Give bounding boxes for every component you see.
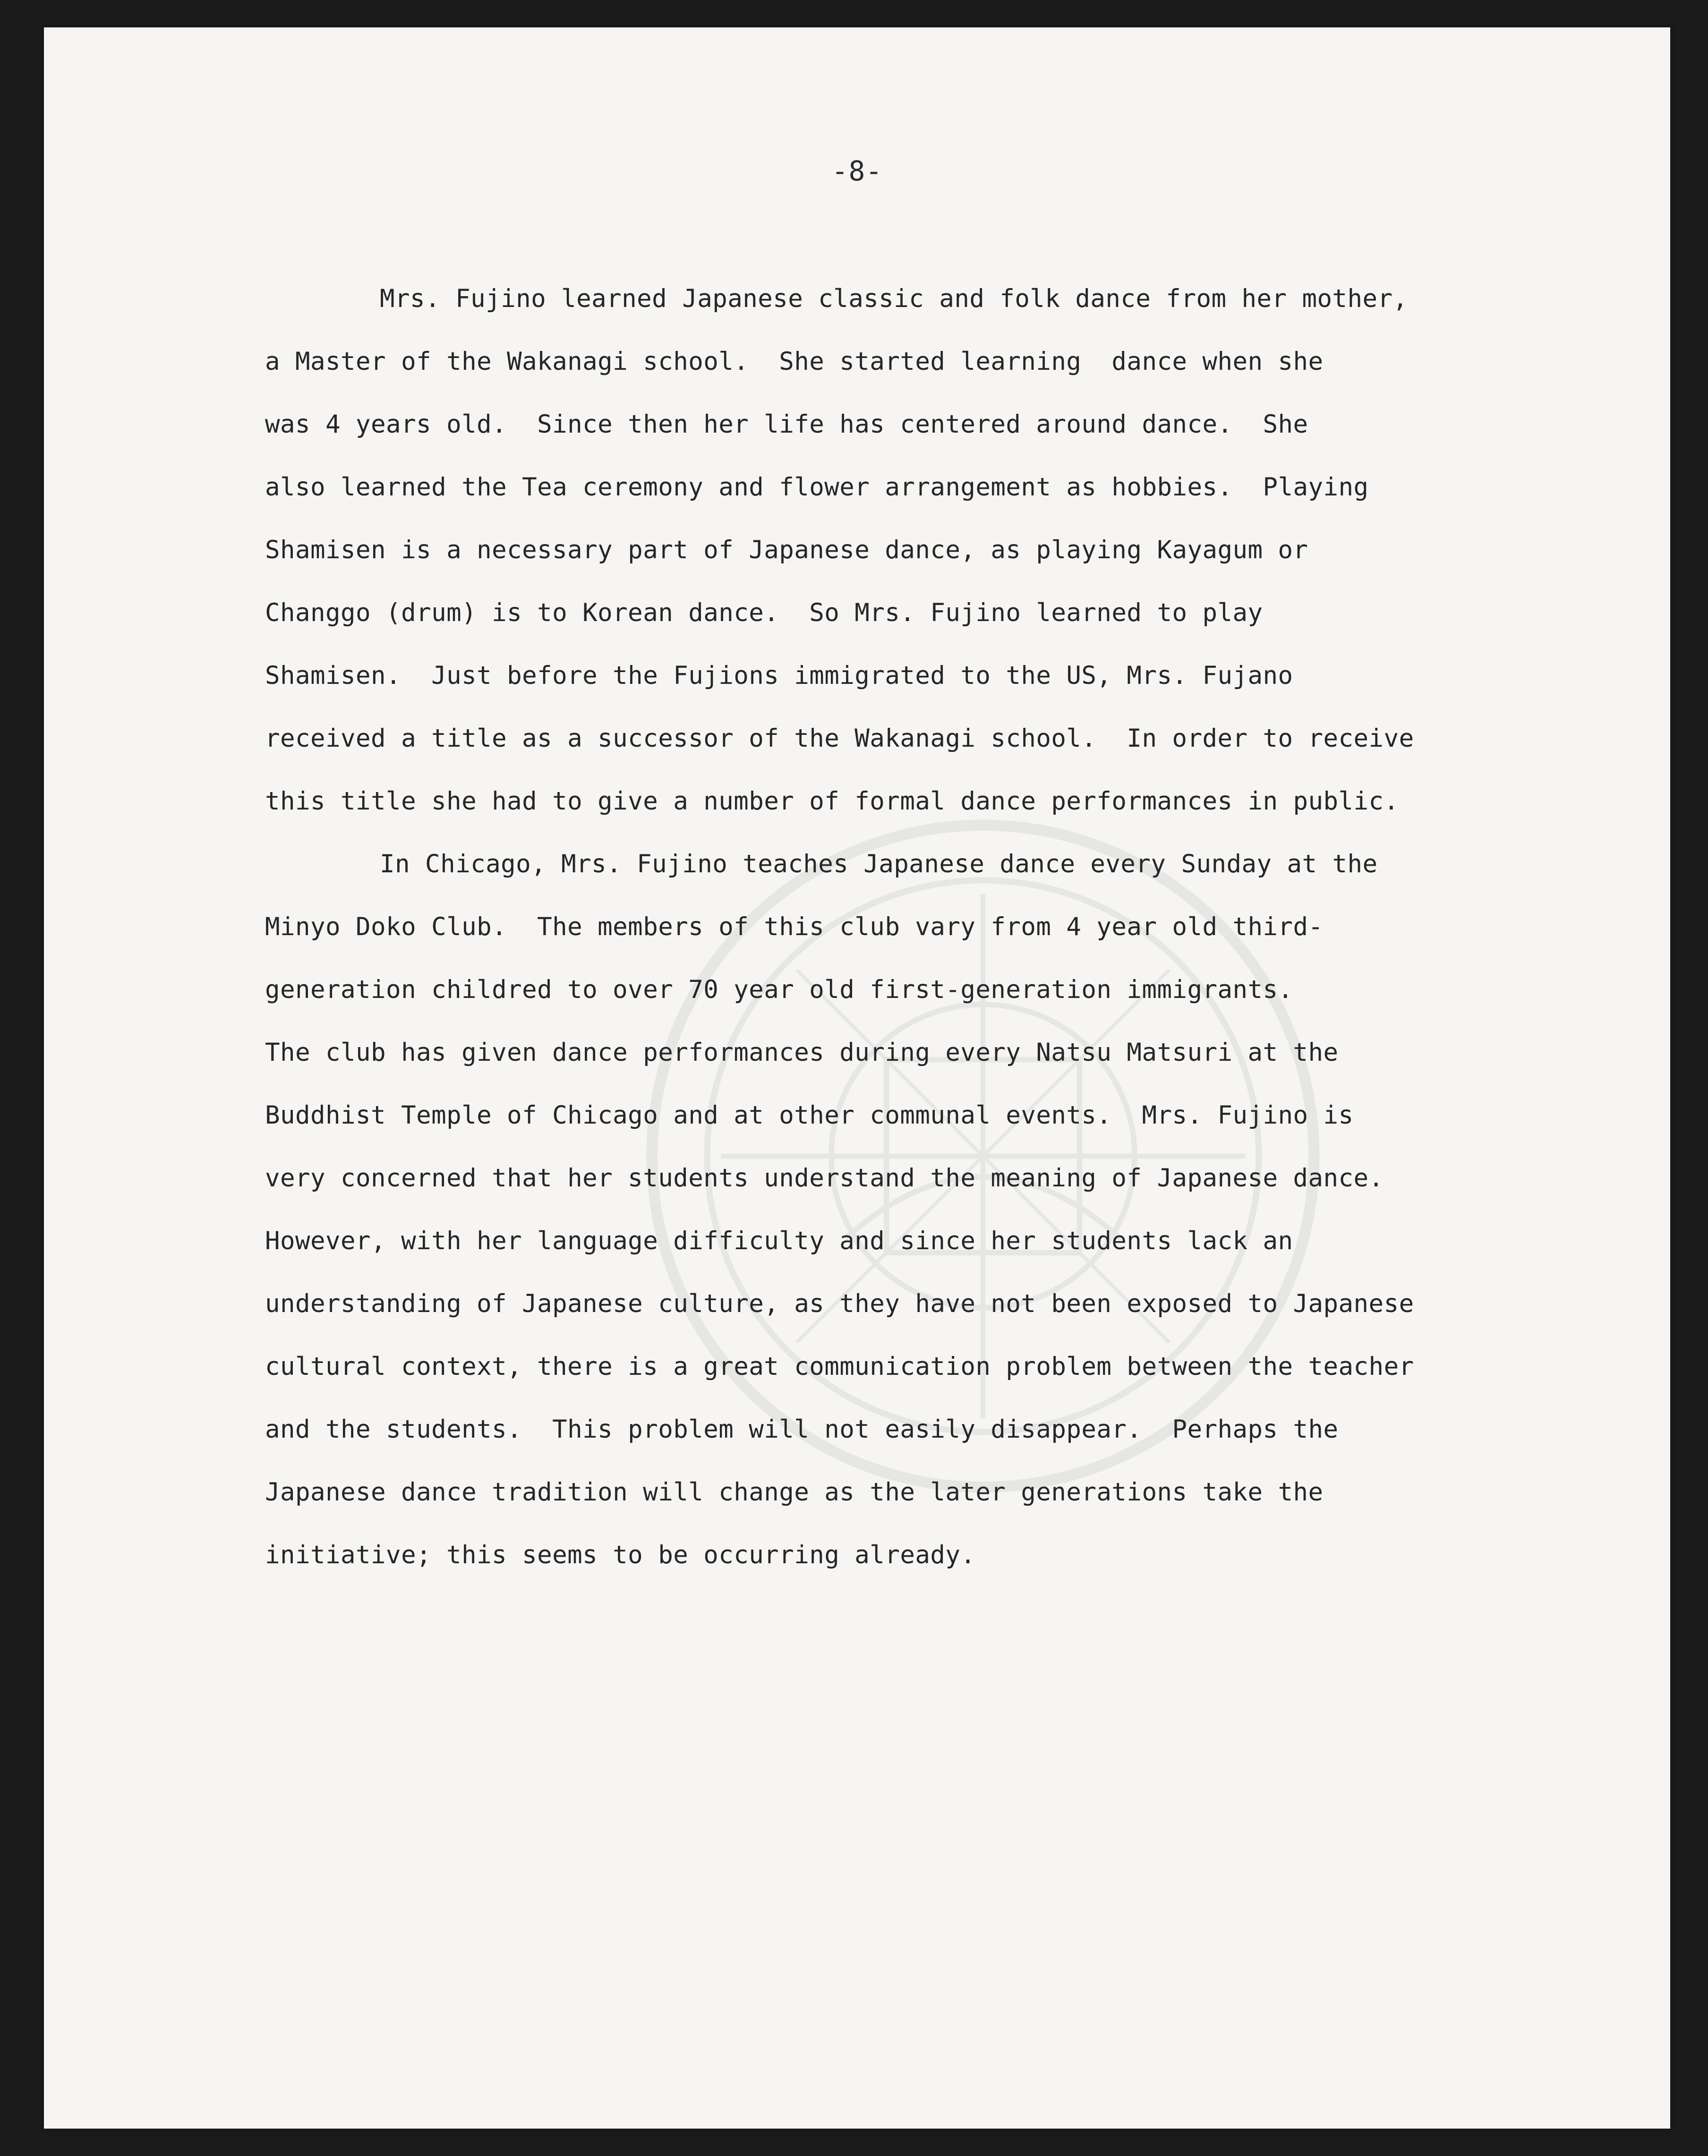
text-line: Minyo Doko Club. The members of this club vary from 4 year old third- xyxy=(265,912,1324,941)
page-number: -8- xyxy=(831,155,883,187)
text-line: Buddhist Temple of Chicago and at other communal events. Mrs. Fujino is xyxy=(265,1101,1354,1130)
text-line: Japanese dance tradition will change as the later generations take the xyxy=(265,1478,1324,1507)
text-line: The club has given dance performances during every Natsu Matsuri at the xyxy=(265,1038,1339,1067)
text-line: Shamisen is a necessary part of Japanese dance, as playing Kayagum or xyxy=(265,536,1308,564)
text-line: also learned the Tea ceremony and flower arrangement as hobbies. Playing xyxy=(265,473,1369,502)
text-line: received a title as a successor of the Wakanagi school. In order to receive xyxy=(265,724,1414,753)
text-line: However, with her language difficulty and since her students lack an xyxy=(265,1227,1293,1255)
document-page xyxy=(44,27,1670,2129)
text-line: this title she had to give a number of formal dance performances in public. xyxy=(265,787,1399,816)
text-line: initiative; this seems to be occurring already. xyxy=(265,1541,976,1569)
text-line: very concerned that her students understand the meaning of Japanese dance. xyxy=(265,1164,1384,1193)
text-line: understanding of Japanese culture, as they have not been exposed to Japanese xyxy=(265,1289,1414,1318)
text-line: was 4 years old. Since then her life has centered around dance. She xyxy=(265,410,1308,439)
text-line: cultural context, there is a great communication problem between the teacher xyxy=(265,1352,1414,1381)
text-line: generation childred to over 70 year old first-generation immigrants. xyxy=(265,975,1293,1004)
text-line: and the students. This problem will not easily disappear. Perhaps the xyxy=(265,1415,1339,1444)
text-line: Changgo (drum) is to Korean dance. So Mrs. Fujino learned to play xyxy=(265,598,1263,627)
text-line: In Chicago, Mrs. Fujino teaches Japanese dance every Sunday at the xyxy=(304,850,1378,878)
text-line: Shamisen. Just before the Fujions immigrated to the US, Mrs. Fujano xyxy=(265,661,1293,690)
text-line: a Master of the Wakanagi school. She started learning dance when she xyxy=(265,347,1324,376)
text-line: Mrs. Fujino learned Japanese classic and folk dance from her mother, xyxy=(304,284,1408,313)
